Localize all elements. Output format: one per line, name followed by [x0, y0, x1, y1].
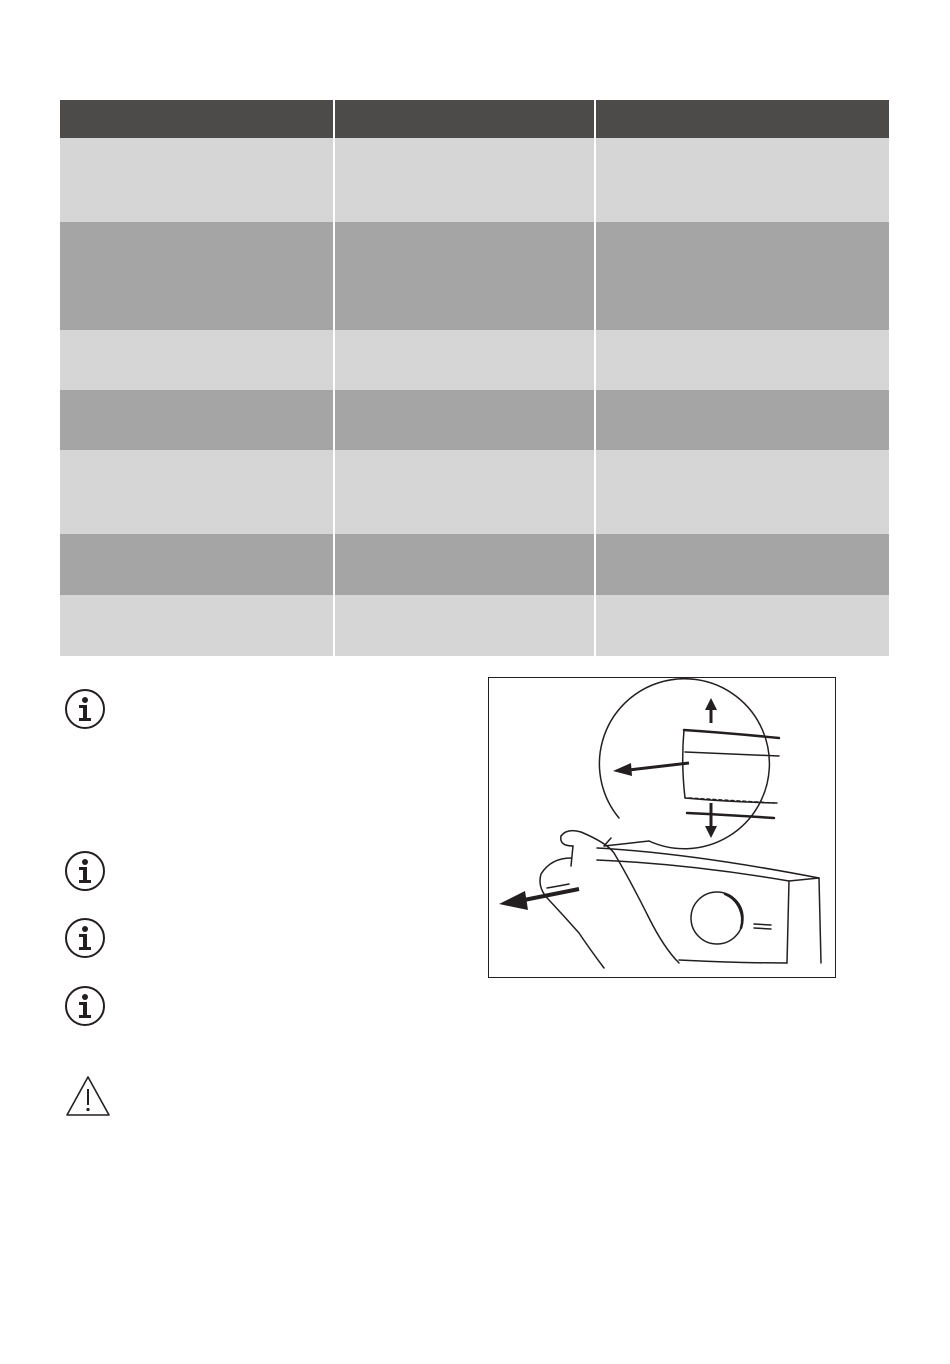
header-cell — [596, 100, 889, 138]
table-cell — [335, 450, 596, 534]
table-cell — [335, 330, 596, 390]
hand-pulling-control-panel-illustration — [488, 677, 836, 978]
table-cell — [596, 595, 889, 656]
table-row — [60, 534, 889, 595]
table-cell — [596, 534, 889, 595]
table-cell — [60, 330, 335, 390]
table-cell — [60, 138, 335, 222]
table-row — [60, 222, 889, 330]
table-cell — [335, 390, 596, 450]
info-icon — [64, 917, 106, 959]
table-header-row — [60, 100, 889, 138]
table-row — [60, 330, 889, 390]
table-cell — [596, 138, 889, 222]
table-cell — [60, 222, 335, 330]
table-cell — [335, 534, 596, 595]
table-row — [60, 138, 889, 222]
table-cell — [596, 330, 889, 390]
table-row — [60, 450, 889, 534]
table-cell — [596, 390, 889, 450]
info-icon — [64, 688, 106, 730]
header-cell — [335, 100, 596, 138]
table-cell — [60, 390, 335, 450]
table-cell — [335, 595, 596, 656]
table-cell — [335, 138, 596, 222]
table-row — [60, 390, 889, 450]
illustration-drawing — [489, 678, 837, 979]
info-icon — [64, 985, 106, 1027]
data-table — [60, 100, 889, 656]
table-row — [60, 595, 889, 656]
table-cell — [60, 534, 335, 595]
table-cell — [335, 222, 596, 330]
table-cell — [60, 595, 335, 656]
warning-triangle-icon — [64, 1074, 112, 1118]
table-cell — [596, 450, 889, 534]
header-cell — [60, 100, 335, 138]
table-cell — [596, 222, 889, 330]
info-icon — [64, 850, 106, 892]
table-cell — [60, 450, 335, 534]
